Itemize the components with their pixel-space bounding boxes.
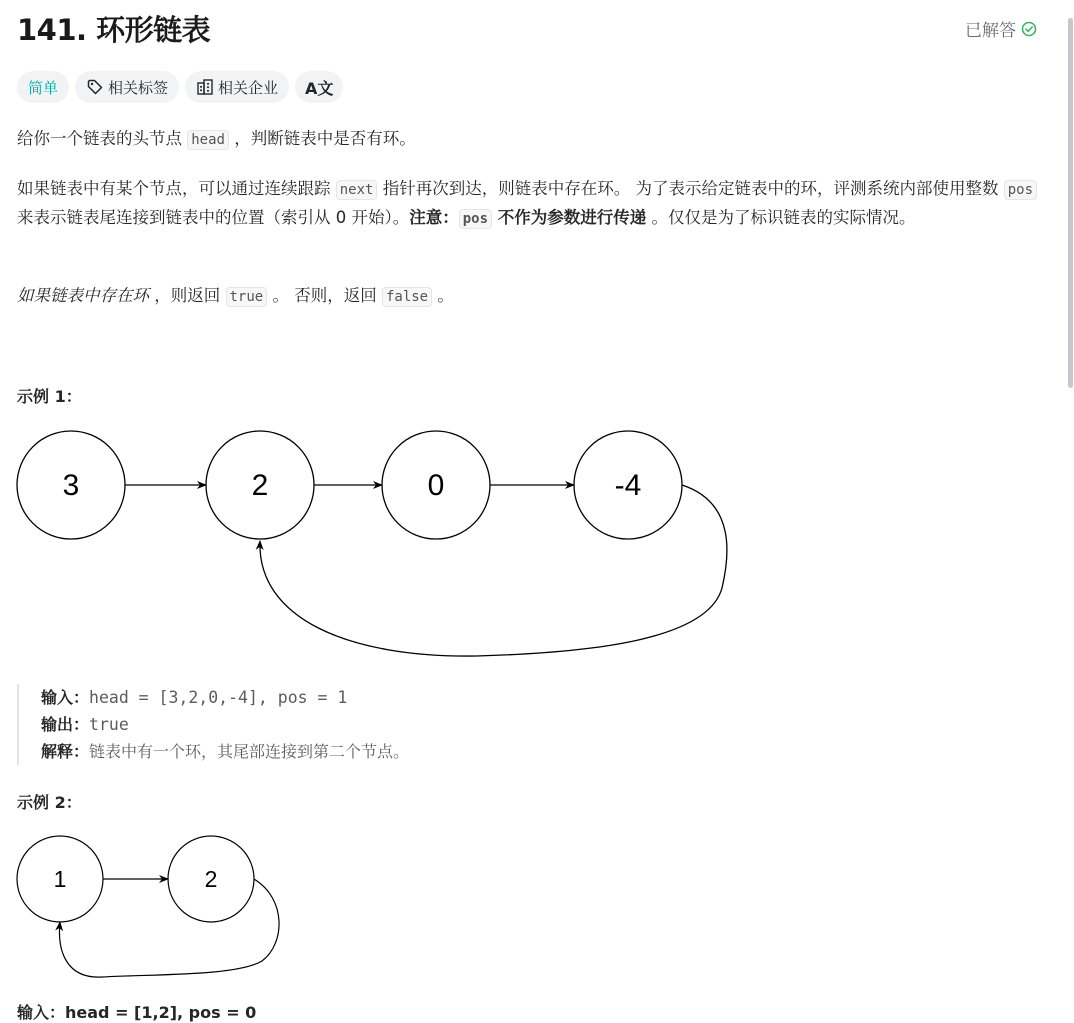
inline-code-false: false — [382, 287, 432, 307]
node-value: 0 — [427, 469, 445, 502]
note-label: 注意： — [409, 208, 459, 227]
example-1-explanation — [41, 738, 601, 765]
description-paragraph-2 — [17, 175, 1047, 233]
example-1-block — [17, 684, 601, 765]
description-paragraph-1 — [17, 125, 416, 154]
italic-text: 如果链表中存在环 — [17, 286, 149, 305]
example-1-diagram — [17, 428, 737, 663]
check-circle-icon — [1021, 21, 1037, 37]
text: ，判断链表中是否有环。 — [228, 129, 416, 148]
example-2-diagram — [17, 834, 317, 984]
example-1-output — [41, 711, 601, 738]
text: 。仅仅是为了标识链表的实际情况。 — [646, 208, 916, 227]
related-companies-label: 相关企业 — [218, 78, 279, 97]
inline-code-true: true — [226, 287, 268, 307]
node-value: 1 — [53, 866, 67, 892]
solved-status — [965, 16, 1037, 41]
scrollbar-thumb[interactable] — [1068, 18, 1073, 388]
text: ，则返回 — [149, 286, 226, 305]
translate-button[interactable] — [295, 71, 343, 103]
explain-value: 链表中有一个环，其尾部连接到第二个节点。 — [89, 742, 410, 761]
text: 。 — [432, 286, 454, 305]
inline-code-next: next — [336, 180, 378, 200]
translate-icon: A文 — [305, 78, 334, 98]
input-value: head = [3,2,0,-4], pos = 1 — [89, 688, 348, 707]
problem-title: 141. 环形链表 — [17, 13, 211, 47]
inline-code-head: head — [187, 130, 229, 150]
node-value: 2 — [204, 866, 218, 892]
example-2-input-partial: 输入：head = [1,2], pos = 0 — [17, 1003, 257, 1022]
output-label: 输出： — [41, 715, 90, 734]
example-2-heading: 示例 2： — [17, 793, 82, 812]
tag-bar — [17, 71, 343, 103]
node-value: 2 — [251, 469, 269, 502]
node-value: -4 — [614, 469, 642, 502]
solved-label: 已解答 — [965, 21, 1016, 41]
text: 指针再次到达，则链表中存在环。 为了表示给定链表中的环，评测系统内部使用整数 — [377, 179, 1004, 198]
text: 给你一个链表的头节点 — [17, 129, 188, 148]
difficulty-badge[interactable]: 简单 — [17, 71, 69, 103]
input-label: 输入： — [41, 688, 90, 707]
text: 来表示链表尾连接到链表中的位置（索引从 0 开始）。 — [17, 208, 410, 227]
example-1-input — [41, 684, 601, 711]
note-bold-text: 不作为参数进行传递 — [492, 208, 647, 227]
node-value: 3 — [62, 469, 80, 502]
related-companies-button[interactable] — [185, 71, 289, 103]
building-icon — [196, 78, 214, 96]
related-tags-button[interactable] — [75, 71, 179, 103]
output-value: true — [89, 715, 129, 734]
text: 如果链表中有某个节点，可以通过连续跟踪 — [17, 179, 336, 198]
related-tags-label: 相关标签 — [108, 78, 169, 97]
tag-icon — [86, 78, 104, 96]
example-1-heading: 示例 1： — [17, 387, 82, 406]
description-paragraph-3 — [17, 282, 454, 311]
scrollbar[interactable] — [1066, 0, 1074, 1009]
explain-label: 解释： — [41, 742, 90, 761]
inline-code-pos: pos — [1004, 180, 1037, 200]
text: 。 否则，返回 — [267, 286, 382, 305]
inline-code-pos-bold: pos — [459, 209, 492, 229]
